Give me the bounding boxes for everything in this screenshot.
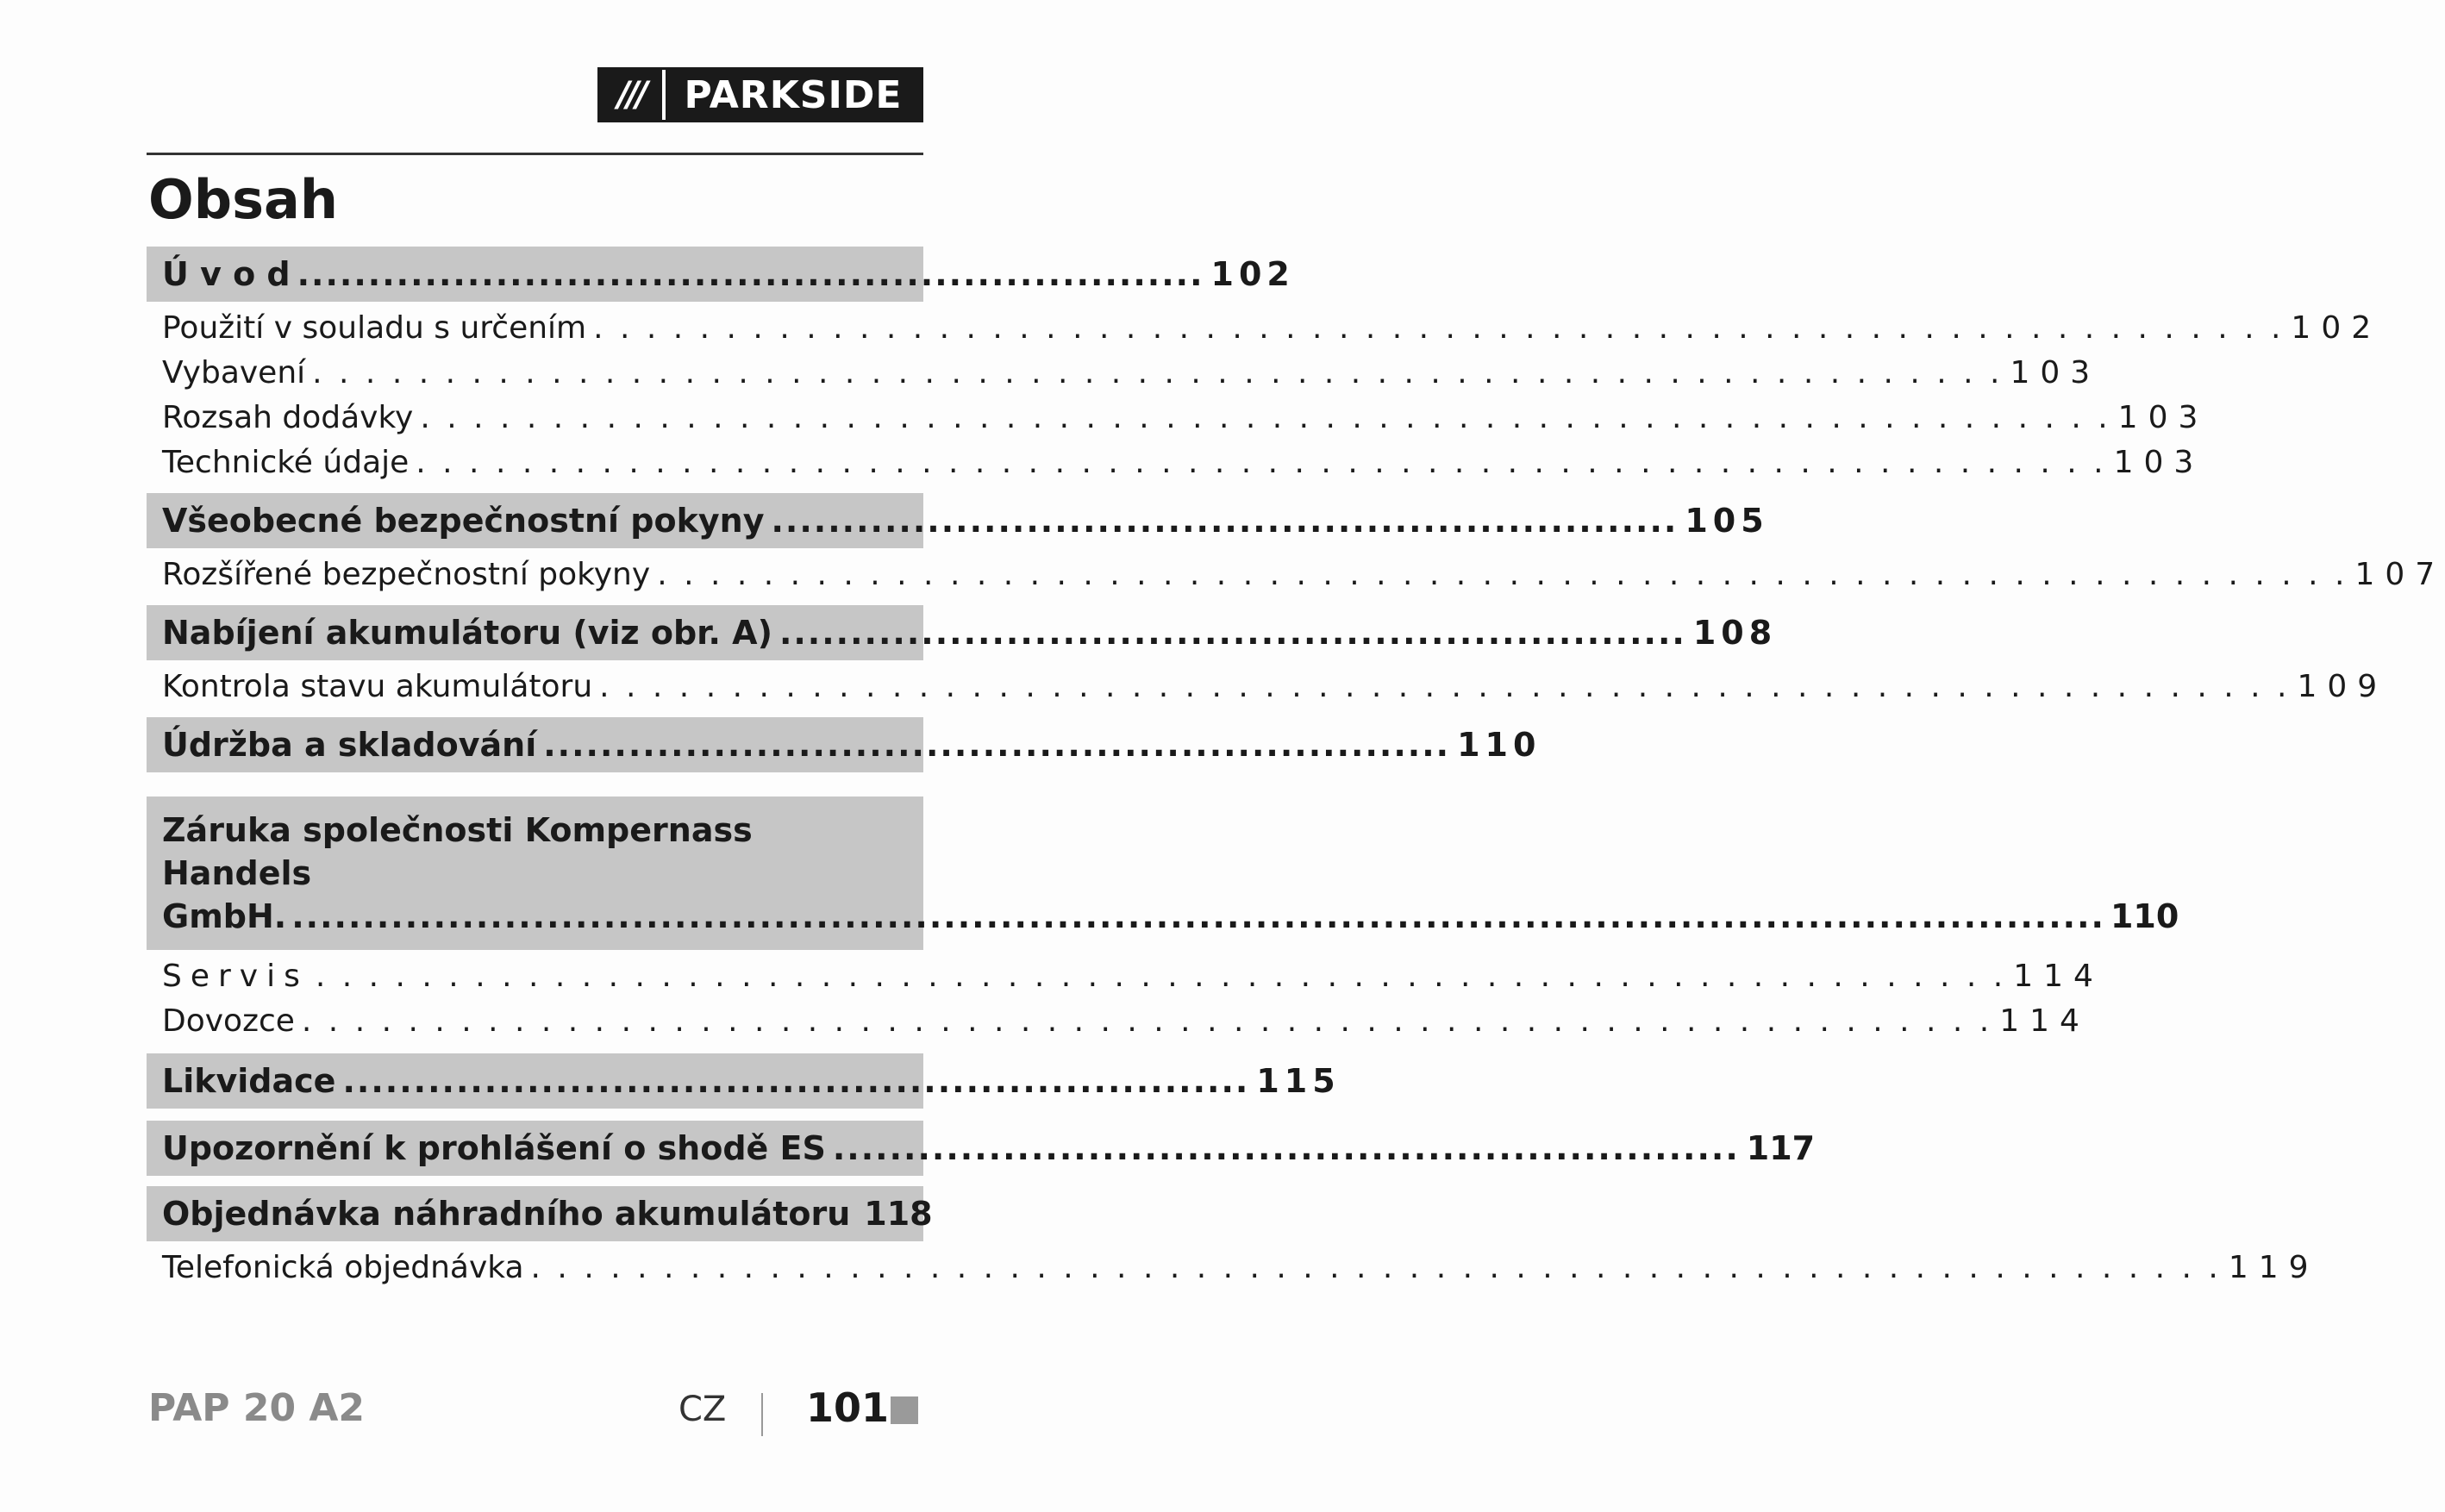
toc-section-zaruka[interactable] bbox=[147, 797, 2179, 950]
footer-separator bbox=[761, 1393, 763, 1436]
toc-page: 103 bbox=[2113, 444, 2204, 480]
toc-leader bbox=[316, 959, 2006, 994]
toc-leader bbox=[531, 1250, 2222, 1285]
toc-section-upozorneni[interactable] bbox=[147, 1121, 1816, 1176]
page-title: Obsah bbox=[148, 168, 338, 231]
toc-label: Objednávka náhradního akumulátoru bbox=[162, 1195, 851, 1233]
toc-item-vybaveni[interactable] bbox=[147, 350, 2101, 395]
toc-label: Rozsah dodávky bbox=[162, 399, 414, 435]
toc-label: Všeobecné bezpečnostní pokyny bbox=[162, 502, 765, 540]
toc-label: Použití v souladu s určením bbox=[162, 309, 587, 346]
toc-leader bbox=[297, 255, 1204, 293]
toc-item-kontrola[interactable] bbox=[147, 664, 2388, 709]
toc-section-udrzba[interactable] bbox=[147, 717, 1541, 772]
toc-leader bbox=[543, 726, 1450, 764]
toc-leader bbox=[593, 310, 2284, 346]
toc-page: 103 bbox=[2010, 354, 2101, 390]
toc-label-line1: Záruka společnosti Kompernass Handels bbox=[162, 811, 753, 892]
toc-leader: ..... ................................................................ bbox=[291, 895, 2105, 938]
toc-section-bezpecnost[interactable] bbox=[147, 493, 1769, 548]
toc-label: Údržba a skladování bbox=[162, 726, 537, 764]
toc-section-nabijeni[interactable] bbox=[147, 605, 1778, 660]
toc-item-telefonicka[interactable] bbox=[147, 1245, 2319, 1290]
toc-page: 115 bbox=[1256, 1062, 1341, 1100]
logo-slashes: /// bbox=[600, 70, 666, 120]
toc-item-rozsah[interactable] bbox=[147, 395, 2209, 440]
toc-leader bbox=[302, 1003, 1992, 1039]
toc-label: Dovozce bbox=[162, 1003, 295, 1039]
toc-leader bbox=[779, 614, 1686, 652]
toc-item-technicke[interactable] bbox=[147, 440, 2204, 484]
toc-page: 103 bbox=[2117, 399, 2209, 435]
toc-item-dovozce[interactable] bbox=[147, 998, 2090, 1043]
toc-page: 119 bbox=[2228, 1249, 2319, 1285]
toc-leader bbox=[833, 1129, 1740, 1167]
toc-item-rozsirene[interactable] bbox=[147, 552, 2445, 597]
toc-label: Telefonická objednávka bbox=[162, 1249, 524, 1285]
toc-label: Kontrola stavu akumulátoru bbox=[162, 668, 593, 704]
toc-leader bbox=[599, 669, 2290, 704]
toc-page: 107 bbox=[2354, 556, 2445, 592]
toc-item-servis[interactable] bbox=[147, 953, 2104, 998]
toc-label-line2-row bbox=[162, 895, 2179, 938]
toc-label: Rozšířené bezpečnostní pokyny bbox=[162, 556, 651, 592]
toc-leader bbox=[771, 502, 1678, 540]
toc-label: Likvidace bbox=[162, 1062, 336, 1100]
toc-page: 102 bbox=[2291, 309, 2382, 346]
toc-page: 110 bbox=[2110, 897, 2179, 935]
toc-leader bbox=[416, 445, 2106, 480]
toc-page: 108 bbox=[1692, 614, 1778, 652]
toc-page: 114 bbox=[2013, 958, 2104, 994]
parkside-logo bbox=[597, 67, 923, 122]
header-rule bbox=[147, 153, 923, 155]
toc-section-uvod[interactable] bbox=[147, 247, 1295, 302]
table-of-contents bbox=[147, 247, 2445, 1290]
toc-page: 109 bbox=[2297, 668, 2388, 704]
toc-page: 110 bbox=[1457, 726, 1541, 764]
toc-page: 114 bbox=[1999, 1003, 2090, 1039]
toc-item-pouziti[interactable] bbox=[147, 305, 2382, 350]
toc-page: 105 bbox=[1685, 502, 1769, 540]
toc-label: Servis bbox=[162, 958, 309, 994]
toc-label: Vybavení bbox=[162, 354, 306, 390]
toc-label: Ú v o d bbox=[162, 255, 291, 293]
toc-page: 118 bbox=[864, 1195, 933, 1233]
footer-model: PAP 20 A2 bbox=[148, 1386, 366, 1430]
footer-language: CZ bbox=[678, 1390, 727, 1429]
footer-page-number: 101 bbox=[806, 1384, 890, 1431]
toc-page: 102 bbox=[1210, 255, 1295, 293]
toc-leader bbox=[420, 400, 2110, 435]
toc-leader bbox=[342, 1062, 1249, 1100]
toc-label-line2: GmbH. bbox=[162, 897, 287, 935]
toc-page: 117 bbox=[1746, 1129, 1816, 1167]
toc-label: Upozornění k prohlášení o shodě ES bbox=[162, 1129, 826, 1167]
toc-label: Technické údaje bbox=[162, 444, 410, 480]
toc-leader bbox=[657, 557, 2348, 592]
toc-leader bbox=[312, 355, 2003, 390]
footer-square-icon bbox=[891, 1396, 918, 1424]
logo-wordmark: PARKSIDE bbox=[666, 70, 921, 120]
toc-label: Nabíjení akumulátoru (viz obr. A) bbox=[162, 614, 772, 652]
toc-section-likvidace[interactable] bbox=[147, 1053, 1341, 1109]
toc-section-objednavka[interactable] bbox=[147, 1186, 933, 1241]
